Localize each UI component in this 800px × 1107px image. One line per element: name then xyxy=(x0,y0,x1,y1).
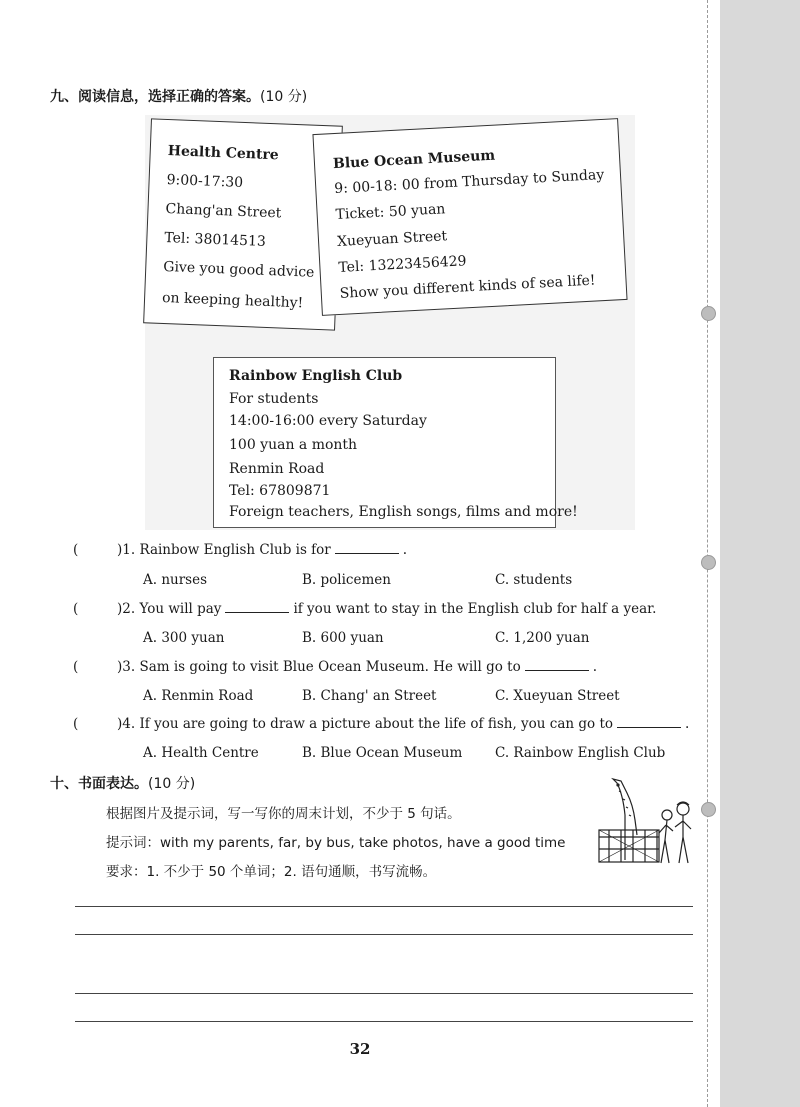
health-centre-title: Health Centre xyxy=(167,143,280,164)
club-audience: For students xyxy=(229,391,319,407)
option-c: C. students xyxy=(495,572,573,588)
page-number: 32 xyxy=(349,1040,371,1058)
museum-hours: 9: 00-18: 00 from Thursday to Sunday xyxy=(333,166,605,198)
museum-ticket: Ticket: 50 yuan xyxy=(335,201,446,224)
option-c: C. Xueyuan Street xyxy=(495,688,620,704)
health-centre-hours: 9:00-17:30 xyxy=(166,172,244,191)
museum-tel: Tel: 13223456429 xyxy=(338,253,467,276)
answer-blank-3[interactable]: )3. Sam is going to visit Blue Ocean Museum. He will go to . xyxy=(117,659,598,675)
answer-blank-2[interactable]: )2. You will pay if you want to stay in the English club for half a year. xyxy=(117,601,657,617)
health-centre-desc-2: on keeping healthy! xyxy=(161,289,304,312)
museum-title: Blue Ocean Museum xyxy=(332,147,496,173)
option-a: A. 300 yuan xyxy=(143,630,225,646)
rainbow-english-club-card xyxy=(213,357,578,528)
answer-line[interactable] xyxy=(75,993,693,994)
binding-hole-icon xyxy=(701,555,716,570)
option-a: A. Renmin Road xyxy=(143,688,254,704)
binding-dashed-line xyxy=(707,0,708,1107)
giraffe-zoo-illustration xyxy=(595,775,700,870)
fill-blank[interactable] xyxy=(225,611,289,613)
option-b: B. policemen xyxy=(302,572,391,588)
club-title: Rainbow English Club xyxy=(229,368,403,384)
page-margin-strip xyxy=(720,0,800,1107)
writing-requirement: 要求：1. 不少于 50 个单词；2. 语句通顺，书写流畅。 xyxy=(106,864,437,880)
club-hours: 14:00-16:00 every Saturday xyxy=(229,413,427,429)
writing-instruction: 根据图片及提示词，写一写你的周末计划，不少于 5 句话。 xyxy=(106,806,461,822)
binding-hole-icon xyxy=(701,802,716,817)
answer-blank-4[interactable]: )4. If you are going to draw a picture about the life of fish, you can go to . xyxy=(117,716,690,732)
fill-blank[interactable] xyxy=(525,669,589,671)
health-centre-desc-1: Give you good advice xyxy=(163,258,315,281)
answer-blank-1[interactable]: )1. Rainbow English Club is for . xyxy=(117,542,408,558)
club-tel: Tel: 67809871 xyxy=(229,483,331,499)
option-b: B. Chang' an Street xyxy=(302,688,437,704)
writing-hint: 提示词：with my parents, far, by bus, take photos, have a good time xyxy=(106,835,566,851)
binding-hole-icon xyxy=(701,306,716,321)
museum-desc: Show you different kinds of sea life! xyxy=(339,272,596,302)
club-desc: Foreign teachers, English songs, films and more! xyxy=(229,504,578,520)
option-a: A. Health Centre xyxy=(143,745,259,761)
answer-line[interactable] xyxy=(75,934,693,935)
club-fee: 100 yuan a month xyxy=(229,437,358,453)
museum-address: Xueyuan Street xyxy=(336,228,448,250)
section-9-title: 九、阅读信息，选择正确的答案。(10 分) xyxy=(50,89,308,105)
option-a: A. nurses xyxy=(143,572,208,588)
blue-ocean-museum-card xyxy=(312,118,627,316)
answer-line[interactable] xyxy=(75,1021,693,1022)
health-centre-address: Chang'an Street xyxy=(165,201,282,222)
option-b: B. Blue Ocean Museum xyxy=(302,745,463,761)
fill-blank[interactable] xyxy=(617,726,681,728)
section-10-title: 十、书面表达。(10 分) xyxy=(50,776,196,792)
option-c: C. Rainbow English Club xyxy=(495,745,666,761)
option-b: B. 600 yuan xyxy=(302,630,384,646)
option-c: C. 1,200 yuan xyxy=(495,630,590,646)
health-centre-tel: Tel: 38014513 xyxy=(164,229,267,250)
club-address: Renmin Road xyxy=(229,461,325,477)
answer-line[interactable] xyxy=(75,906,693,907)
fill-blank[interactable] xyxy=(335,552,399,554)
